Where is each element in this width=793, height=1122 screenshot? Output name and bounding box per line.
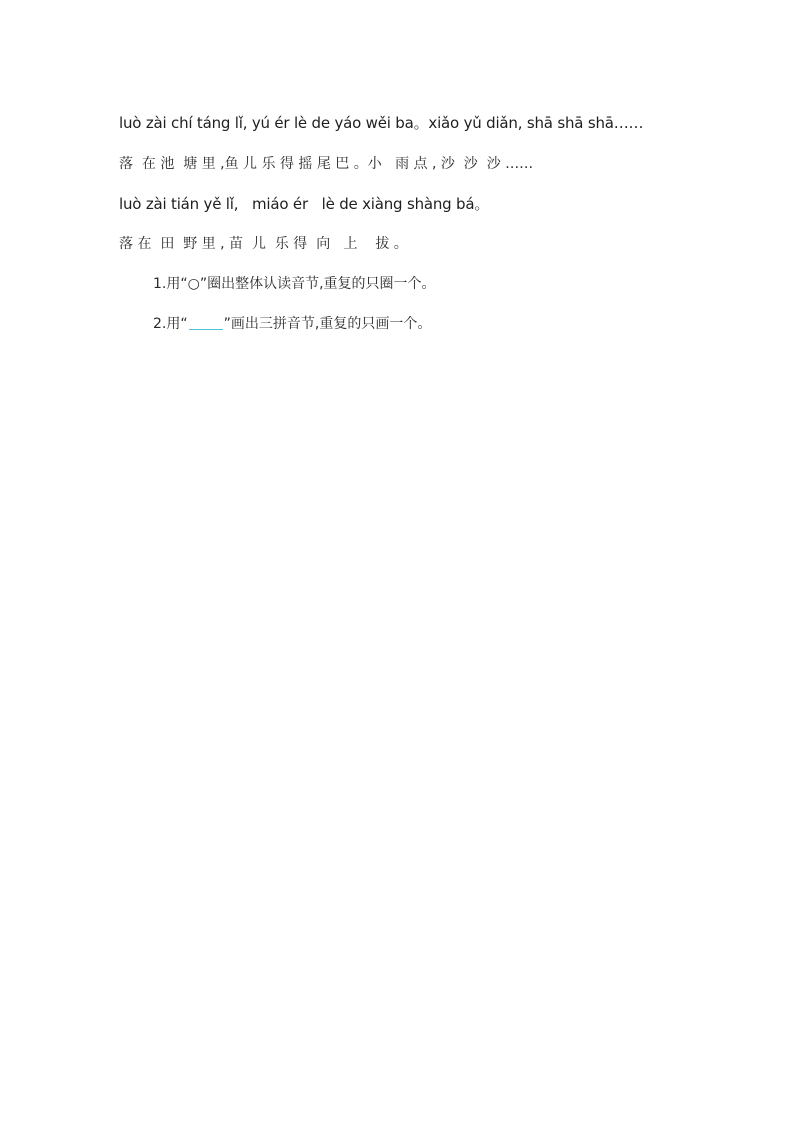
hanzi-line-1: 落 在 池 塘 里 ,鱼 儿 乐 得 摇 尾 巴 。小 雨 点 , 沙 沙 沙 …… — [119, 156, 534, 172]
question-2-prefix: 2.用“ — [153, 316, 188, 332]
pinyin-line-1: luò zài chí táng lǐ, yú ér lè de yáo wěi ba。xiǎo yǔ diǎn, shā shā shā…… — [119, 114, 644, 132]
underline-marker-icon — [189, 328, 223, 330]
circle-marker-icon: ○ — [187, 276, 200, 292]
hanzi-line-2: 落 在 田 野 里 , 苗 儿 乐 得 向 上 拔 。 — [119, 236, 408, 252]
question-2 — [153, 313, 431, 333]
question-2-text: ”画出三拼音节,重复的只画一个。 — [223, 316, 432, 332]
question-1 — [153, 273, 436, 293]
question-1-text: ”圈出整体认读音节,重复的只圈一个。 — [199, 276, 436, 292]
question-1-prefix: 1.用“ — [153, 276, 188, 292]
pinyin-line-2: luò zài tián yě lǐ, miáo ér lè de xiàng shàng bá。 — [119, 195, 490, 213]
